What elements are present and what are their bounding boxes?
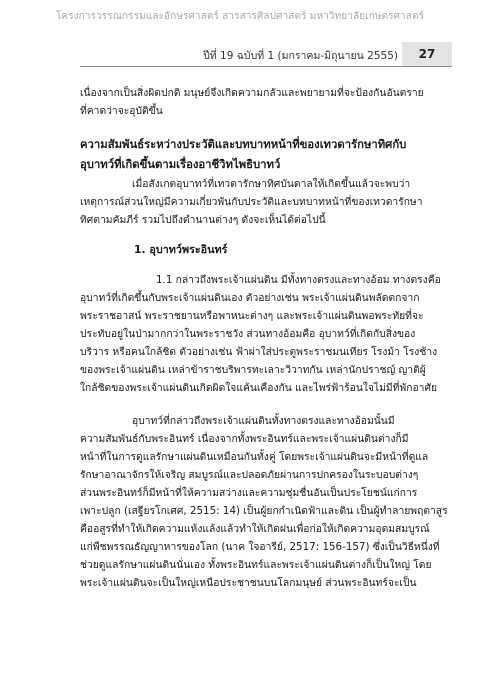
text-line: ที่คาดว่าจะอุบัติขึ้น: [80, 105, 163, 117]
section-heading: [80, 135, 452, 175]
header-divider: [80, 66, 452, 67]
text-line: 1.1 กล่าวถึงพระเจ้าแผ่นดิน มีทั้งทางตรงและทางอ้อม ทางตรงคือ: [156, 274, 441, 286]
paragraph-2: [80, 412, 452, 592]
text-line: อุบาทว์ที่เกิดขึ้นกับพระเจ้าแผ่นดินเอง ตัวอย่างเช่น พระเจ้าแผ่นดินพลัดตกจาก: [80, 292, 420, 304]
article-body: [80, 84, 452, 592]
text-line: หน้าที่ในการดูแลรักษาแผ่นดินเหมือนกันทั้งคู่ โดยพระเจ้าแผ่นดินจะมีหน้าที่ดูแล: [80, 451, 429, 463]
running-header: โครงการวรรณกรรมและอักษรศาสตร์ สารสารศิลปศาสตร์ มหาวิทยาลัยเกษตรศาสตร์: [55, 11, 425, 22]
text-line: ทิศตามคัมภีร์ รวมไปถึงตำนานต่างๆ ดังจะเห็นได้ต่อไปนี้: [80, 214, 326, 226]
text-line: รักษาอาณาจักรให้เจริญ สมบูรณ์และปลอดภัยผ่านการปกครองในระบอบต่างๆ: [80, 469, 419, 481]
text-line: พระราชอาสน์ พระราชยานหรือพาหนะต่างๆ และพระเจ้าแผ่นดินพอพระทัยที่จะ: [80, 310, 424, 322]
text-line: อุบาทว์ที่กล่าวถึงพระเจ้าแผ่นดินทั้งทางตรงและทางอ้อมนั้นมี: [132, 415, 395, 427]
section-intro-paragraph: [80, 175, 452, 229]
subheading: 1. อุบาทว์พระอินทร์: [134, 243, 228, 256]
paragraph-1-1: [80, 271, 452, 397]
text-line: ประทับอยู่ในป่ามากกว่าในพระราชวัง ส่วนทางอ้อมคือ อุบาทว์ที่เกิดกับสิ่งของ: [80, 328, 416, 340]
page-number: 27: [402, 42, 452, 66]
text-line: ส่วนพระอินทร์ก็มีหน้าที่ให้ความสว่างและความชุ่มชื่นอันเป็นประโยชน์แก่การ: [80, 487, 418, 499]
issue-info: ปีที่ 19 ฉบับที่ 1 (มกราคม-มิถุนายน 2555): [203, 50, 398, 62]
text-line: ของพระเจ้าแผ่นดิน เหล่าข้าราชบริพารทะเลาะวิวาทกัน เหล่านักปราชญ์ ญาติผู้: [80, 364, 426, 376]
intro-paragraph: [80, 84, 452, 120]
text-line: บริวาร หรือคนใกล้ชิด ตัวอย่างเช่น ฟ้าผ่าใส่ประตูพระราชมนเทียร โรงม้า โรงช้าง: [80, 346, 438, 358]
text-line: เมื่อสังเกตอุบาทว์ที่เทวดารักษาทิศบันดาลให้เกิดขึ้นแล้วจะพบว่า: [132, 178, 411, 190]
text-line: ความสัมพันธ์กับพระอินทร์ เนื่องจากทั้งพระอินทร์และพระเจ้าแผ่นดินต่างก็มี: [80, 433, 409, 445]
text-line: เหตุการณ์ส่วนใหญ่มีความเกี่ยวพันกับประวัติและบทบาทหน้าที่ของเทวดารักษา: [80, 196, 423, 208]
text-line: คืออสูรที่ทำให้เกิดความแห้งแล้งแล้วทำให้เกิดฝนเพื่อก่อให้เกิดความอุดมสมบูรณ์: [80, 523, 430, 535]
issue-bar: [0, 42, 480, 66]
text-line: เนื่องจากเป็นสิ่งผิดปกติ มนุษย์จึงเกิดความกลัวและพยายามที่จะป้องกันอันตราย: [80, 87, 424, 99]
text-line: เพาะปลูก (เสฐียรโกเศศ, 2515: 14) เป็นผู้ยกกำเนิดฟ้าและดิน เป็นผู้ทำลายพฤตาสูร: [80, 505, 448, 517]
text-line: ใกล้ชิดของพระเจ้าแผ่นดินเกิดผิดใจแค้นเคืองกัน และไพร่ฟ้าร้อนใจไม่มีที่พักอาศัย: [80, 382, 438, 394]
text-line: ช่วยดูแลรักษาแผ่นดินนั่นเอง ทั้งพระอินทร์และพระเจ้าแผ่นดินต่างก็เป็นใหญ่ โดย: [80, 559, 432, 571]
heading-line: ความสัมพันธ์ระหว่างประวัติและบทบาทหน้าที่ของเทวดารักษาทิศกับ: [80, 138, 407, 151]
text-line: แก่พืชพรรณธัญญาหารของโลก (นาค ใจอารีย์, 2517: 156-157) ซึ่งเป็นวิธีหนึ่งที่: [80, 541, 440, 553]
heading-line: อุบาทว์ที่เกิดขึ้นตามเรื่องอาชีวิทไพธิบาทว์: [80, 158, 281, 171]
text-line: พระเจ้าแผ่นดินจะเป็นใหญ่เหนือประชาชนบนโลกมนุษย์ ส่วนพระอินทร์จะเป็น: [80, 577, 417, 589]
